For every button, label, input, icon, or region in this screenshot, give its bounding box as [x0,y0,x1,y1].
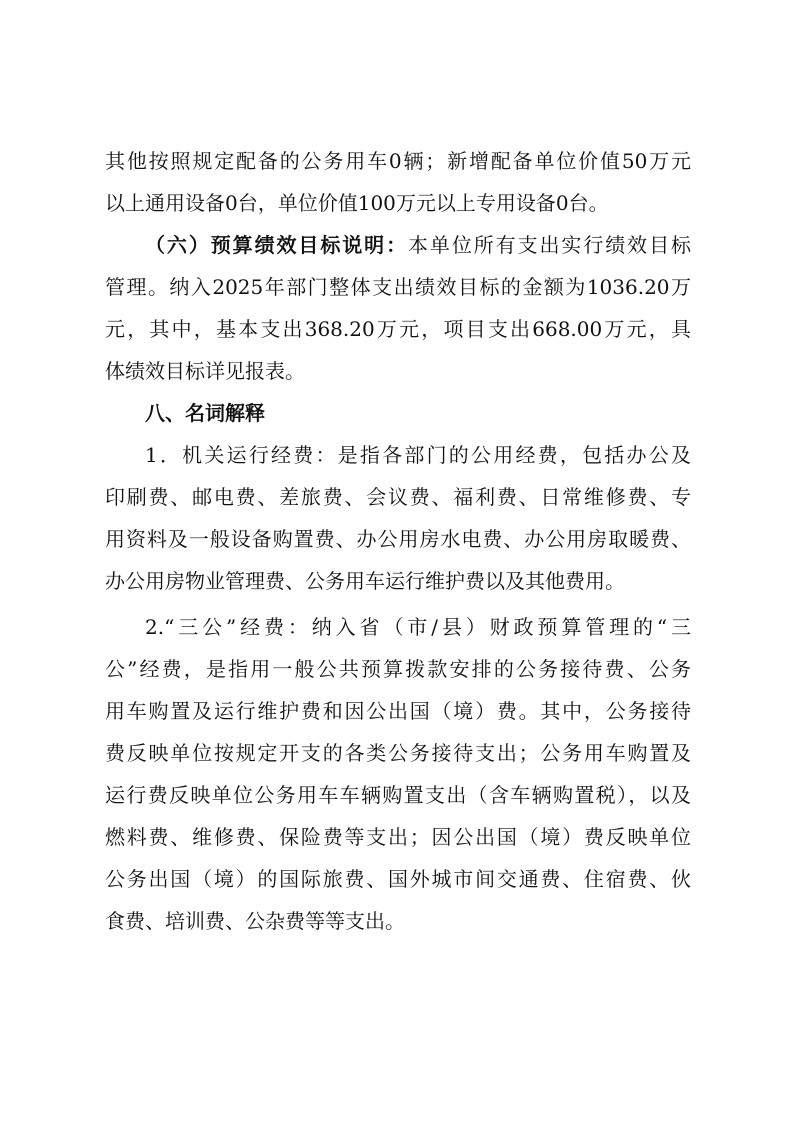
text-line [105,224,691,266]
text-line: 体绩效目标详见报表。 [105,359,305,383]
paragraph-term-operating-expenses [105,434,691,602]
text-line: 燃料费、维修费、保险费等支出；因公出国（境）费反映单位 [105,825,691,849]
text-line: 其他按照规定配备的公务用车0辆；新增配备单位价值50万元 [105,149,691,173]
performance-text: 本单位所有支出实行绩效目标 [408,233,691,257]
document-body [105,140,691,942]
text-line: 公”经费，是指用一般公共预算拨款安排的公务接待费、公务 [105,657,691,681]
performance-heading: （六）预算绩效目标说明： [145,233,408,257]
text-line: 1．机关运行经费：是指各部门的公用经费，包括办公及 [145,443,691,467]
text-line: 管理。纳入2025年部门整体支出绩效目标的金额为1036.20万 [105,275,691,299]
text-line: 2.“三公”经费：纳入省（市/县）财政预算管理的“三 [145,615,691,639]
section-title: 八、名词解释 [145,401,265,425]
text-line: 用资料及一般设备购置费、办公用房水电费、办公用房取暖费、 [105,527,691,551]
text-line: 运行费反映单位公务用车车辆购置支出（含车辆购置税），以及 [105,783,691,807]
text-line: 办公用房物业管理费、公务用车运行维护费以及其他费用。 [105,569,625,593]
paragraph-performance-targets [105,224,691,392]
text-line: 公务出国（境）的国际旅费、国外城市间交通费、住宿费、伙 [105,867,691,891]
text-line: 元，其中，基本支出368.20万元，项目支出668.00万元，具 [105,317,691,341]
text-line: 费反映单位按规定开支的各类公务接待支出；公务用车购置及 [105,741,691,765]
section-heading-glossary [105,392,691,434]
text-line: 用车购置及运行维护费和因公出国（境）费。其中，公务接待 [105,699,691,723]
text-line: 食费、培训费、公杂费等等支出。 [105,909,405,933]
paragraph-term-three-public-expenses [105,606,691,942]
paragraph-vehicle-equipment [105,140,691,224]
text-line: 以上通用设备0台，单位价值100万元以上专用设备0台。 [105,191,609,215]
text-line: 印刷费、邮电费、差旅费、会议费、福利费、日常维修费、专 [105,485,691,509]
